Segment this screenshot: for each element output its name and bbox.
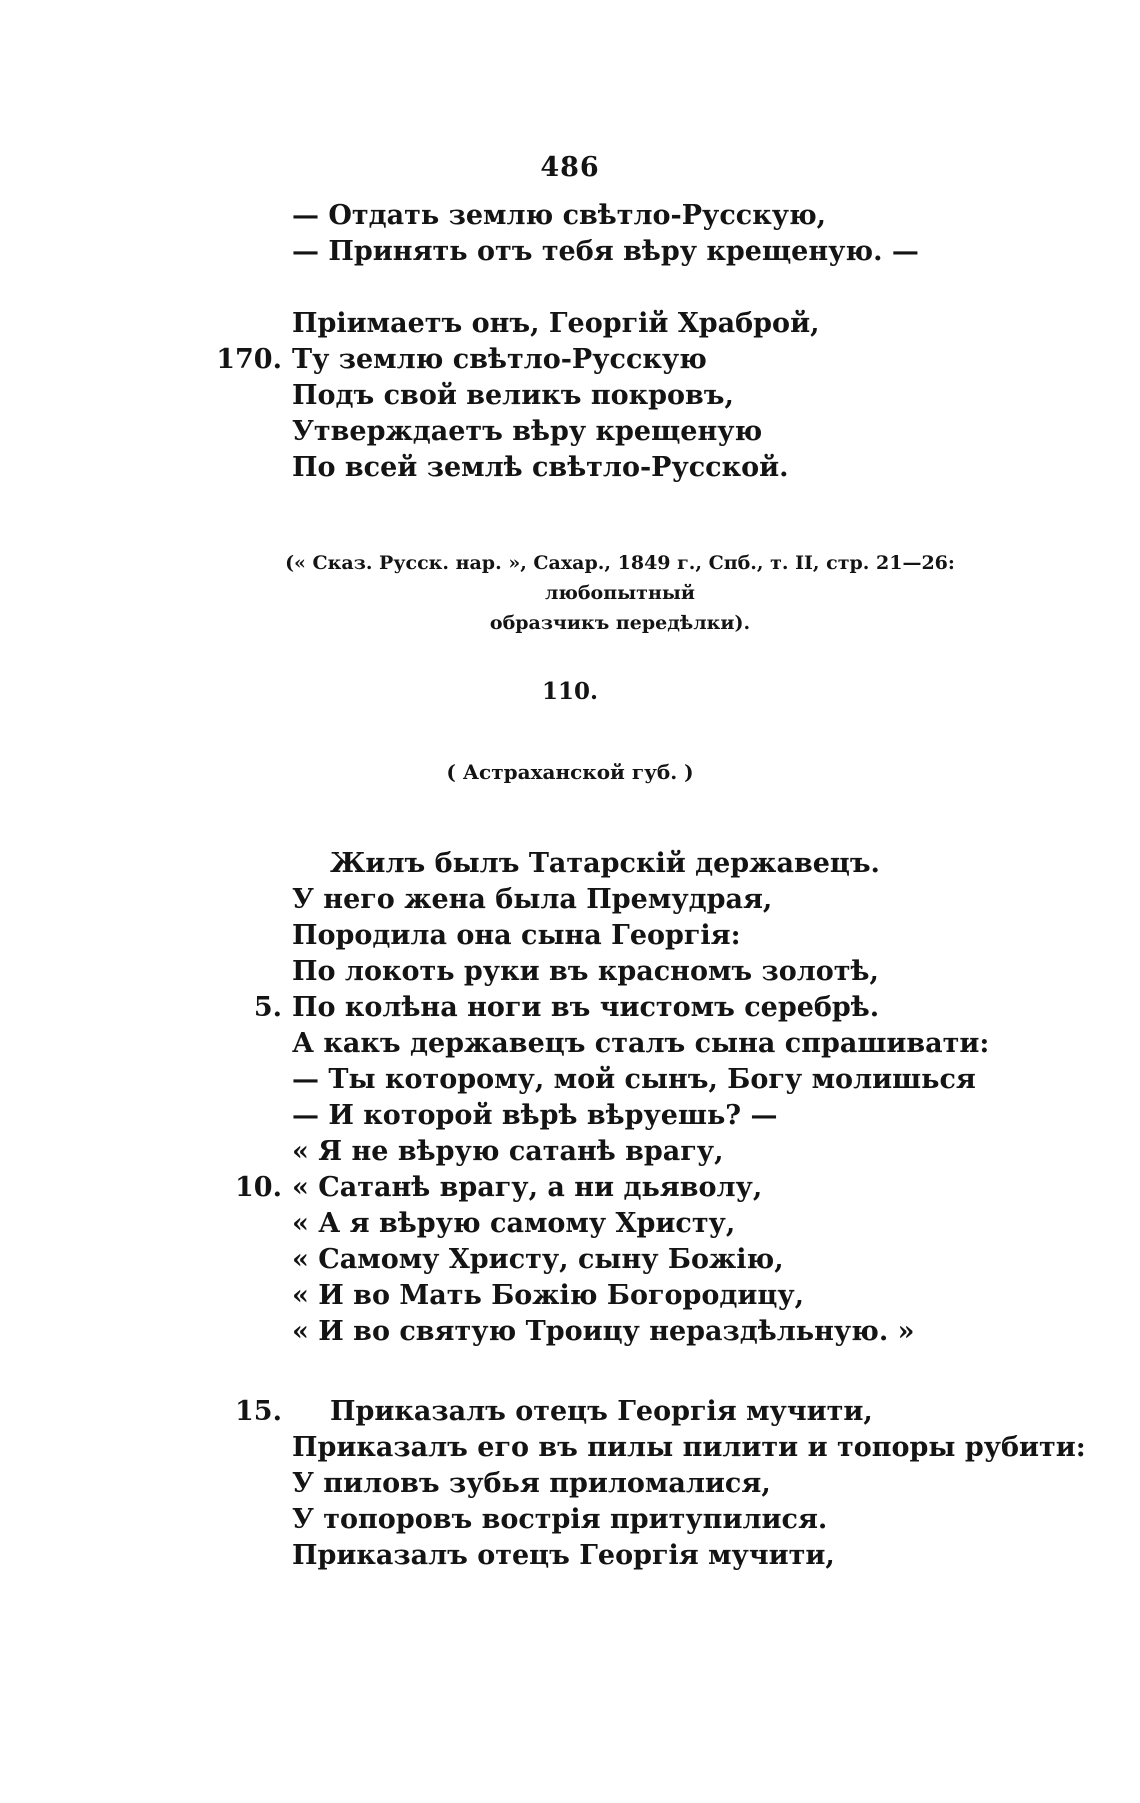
verse-line [0,918,1140,954]
verse-line [0,846,1140,882]
line-number: 5. [253,992,282,1023]
verse-line [0,1170,1140,1206]
verse-line [0,1538,1140,1574]
line-text: У топоровъ вострія притупилися. [292,1504,828,1535]
verse-line [0,198,1140,234]
region-heading: ( Астраханской губ. ) [446,760,694,784]
verse-line [0,1206,1140,1242]
line-number: 170. [216,344,282,375]
line-text: Утверждаетъ вѣру крещеную [292,416,763,447]
source-note-line: (« Сказ. Русск. нар. », Сахар., 1849 г., Спб., т. II, стр. 21—26: любопытный [285,552,955,604]
line-text: « И во святую Троицу нераздѣльную. » [292,1316,915,1347]
page-number: 486 [540,152,600,183]
verse-line [0,954,1140,990]
line-text: Подъ свой великъ покровъ, [292,380,734,411]
verse-line [0,1134,1140,1170]
line-text: « И во Мать Божію Богородицу, [292,1280,805,1311]
verse-line [0,414,1140,450]
line-text: У пиловъ зубья приломалися, [292,1468,771,1499]
line-text: У него жена была Премудрая, [292,884,773,915]
line-text: По колѣна ноги въ чистомъ серебрѣ. [292,992,880,1023]
line-text: — Принять отъ тебя вѣру крещеную. — [292,236,919,267]
line-text: « Самому Христу, сыну Божію, [292,1244,784,1275]
line-text: Породила она сына Георгія: [292,920,741,951]
line-text: Ту землю свѣтло-Русскую [292,344,707,375]
line-number: 10. [235,1172,282,1203]
verse-line [0,882,1140,918]
source-note-line: образчикъ передѣлки). [489,612,751,634]
line-text: Приказалъ отецъ Георгія мучити, [292,1540,835,1571]
verse-line [0,1098,1140,1134]
line-text: По всей землѣ свѣтло-Русской. [292,452,789,483]
line-text: А какъ державецъ сталъ сына спрашивати: [292,1028,990,1059]
line-text: По локоть руки въ красномъ золотѣ, [292,956,879,987]
line-text: « Я не вѣрую сатанѣ врагу, [292,1136,724,1167]
line-text: Приказалъ отецъ Георгія мучити, [330,1396,873,1427]
line-text: Приказалъ его въ пилы пилити и топоры рубити: [292,1432,1086,1463]
line-text: Жилъ былъ Татарскій державецъ. [330,848,880,879]
verse-line [0,306,1140,342]
source-note [230,548,1010,638]
verse-line [0,990,1140,1026]
verse-line [0,1242,1140,1278]
verse-block-d [0,1394,1140,1574]
verse-line [0,1502,1140,1538]
line-number: 15. [235,1396,282,1427]
line-text: Пріимаетъ онъ, Георгій Храброй, [292,308,820,339]
verse-line [0,234,1140,270]
verse-line [0,1314,1140,1350]
verse-line [0,1466,1140,1502]
verse-line [0,1430,1140,1466]
verse-line [0,1062,1140,1098]
line-text: — И которой вѣрѣ вѣруешь? — [292,1100,778,1131]
verse-line [0,1394,1140,1430]
verse-block-c [0,846,1140,1350]
verse-line [0,1278,1140,1314]
line-text: « А я вѣрую самому Христу, [292,1208,736,1239]
verse-line [0,378,1140,414]
line-text: — Ты которому, мой сынъ, Богу молишься [292,1064,976,1095]
line-text: — Отдать землю свѣтло-Русскую, [292,200,827,231]
verse-line [0,450,1140,486]
verse-block-a [0,198,1140,270]
verse-line [0,1026,1140,1062]
verse-block-b [0,306,1140,486]
song-number: 110. [541,678,599,705]
line-text: « Сатанѣ врагу, а ни дьяволу, [292,1172,763,1203]
verse-line [0,342,1140,378]
